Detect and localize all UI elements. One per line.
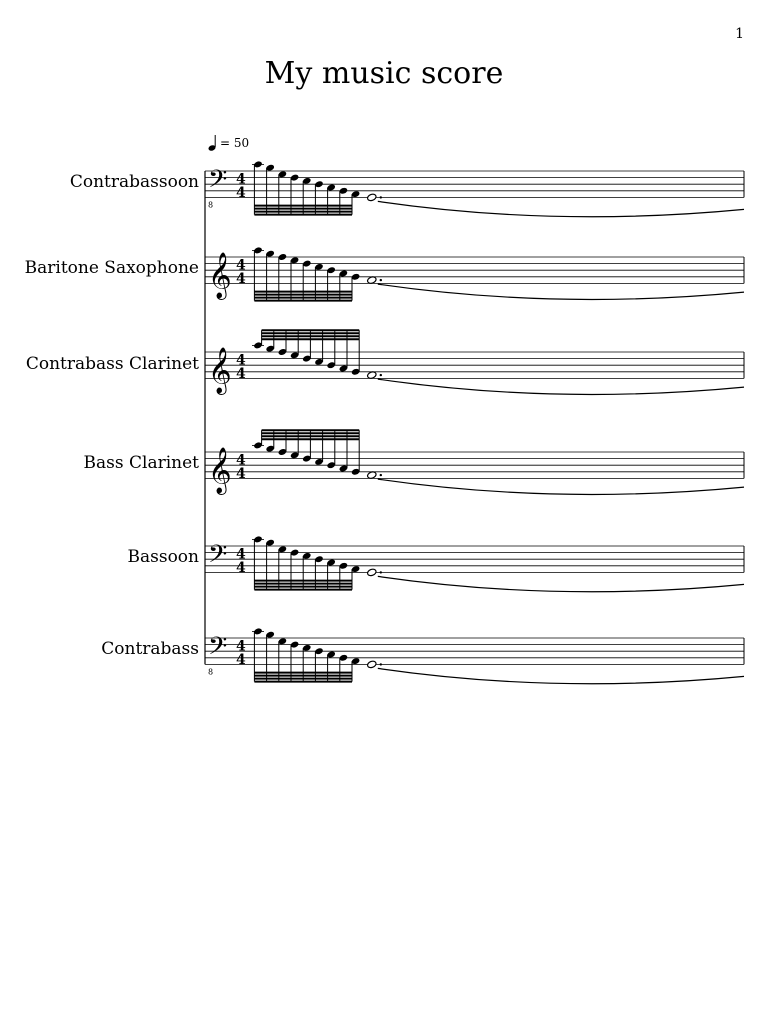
time-signature-top: 4 [236,257,246,274]
time-signature-top: 4 [236,352,246,369]
staff-label: Bassoon [127,547,199,567]
time-signature-bottom: 4 [236,559,246,576]
dot [380,279,382,281]
page-number: 1 [735,26,744,42]
time-signature-bottom: 4 [236,365,246,382]
time-signature-bottom: 4 [236,184,246,201]
bass-clef-icon: 𝄢 [208,164,228,200]
time-signature-top: 4 [236,452,246,469]
tie-curve [378,668,744,683]
time-signature-bottom: 4 [236,465,246,482]
treble-clef-icon: 𝄞 [208,447,232,494]
tie-curve [378,479,744,494]
time-signature-top: 4 [236,171,246,188]
time-signature-bottom: 4 [236,270,246,287]
staff-label: Bass Clarinet [83,453,199,473]
staff-label: Baritone Saxophone [24,258,199,278]
half-note [367,660,377,669]
half-note [367,193,377,202]
time-signature-top: 4 [236,638,246,655]
staff-label: Contrabass Clarinet [25,354,199,374]
tie-curve [378,284,744,299]
bass-clef-icon: 𝄢 [208,631,228,667]
half-note [367,568,377,577]
dot [380,571,382,573]
tempo-bpm: = 50 [220,136,250,150]
score-title: My music score [264,56,504,91]
dot [380,374,382,376]
dot [380,196,382,198]
treble-clef-icon: 𝄞 [208,347,232,394]
staff-label: Contrabass [101,639,199,659]
time-signature-bottom: 4 [236,651,246,668]
time-signature-top: 4 [236,546,246,563]
dot [380,663,382,665]
octave-marker: 8 [208,200,214,210]
bass-clef-icon: 𝄢 [208,539,228,575]
treble-clef-icon: 𝄞 [208,252,232,299]
tie-curve [378,576,744,591]
staff-label: Contrabassoon [69,172,199,192]
tie-curve [378,201,744,216]
octave-marker: 8 [208,667,214,677]
tie-curve [378,379,744,394]
dot [380,474,382,476]
